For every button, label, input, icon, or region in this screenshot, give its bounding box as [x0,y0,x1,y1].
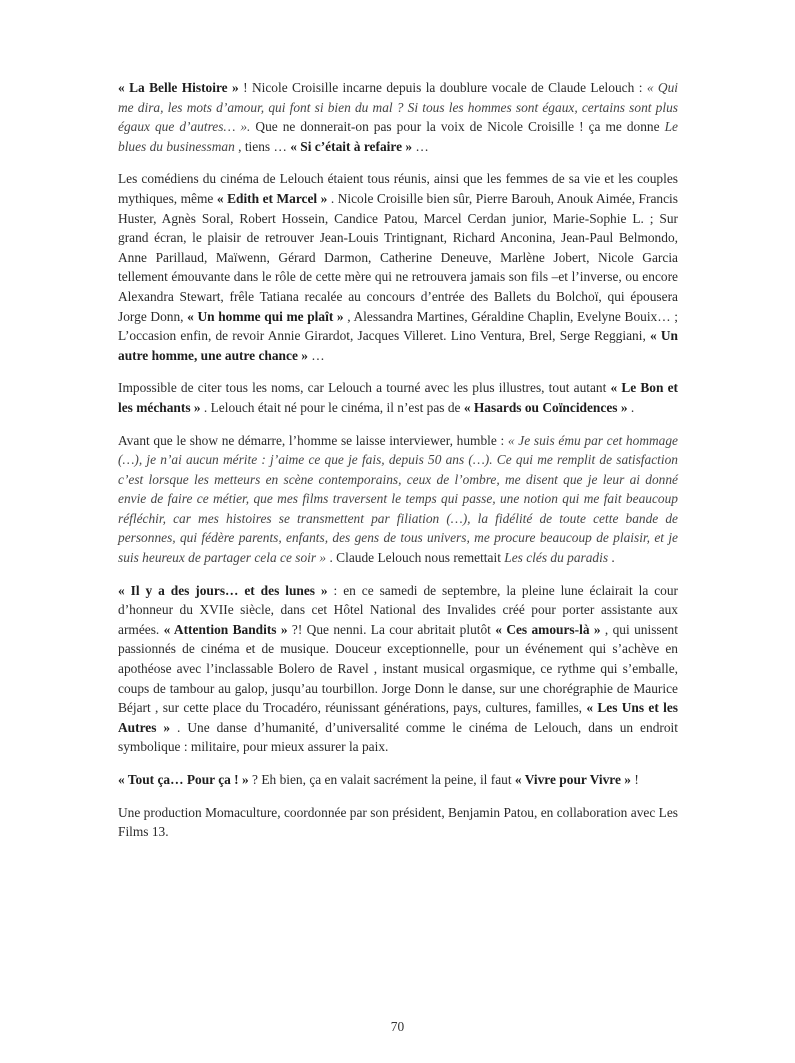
title-reference: « Attention Bandits » [163,621,288,637]
title-reference: « Les Uns et les Autres » [118,700,679,735]
title-reference: « Vivre pour Vivre » [514,772,631,787]
title-reference: « Un autre homme, une autre chance » [118,328,678,363]
body-text: . Une danse d’humanité, d’universalité comme le cinéma de Lelouch, dans un endroit symbolique : militaire, pour mieux assurer la paix. [118,719,678,755]
paragraph [118,78,678,156]
body-text: . Claude Lelouch nous remettait [326,550,505,566]
body-text: . [608,550,615,566]
body-text: ! [630,772,639,787]
document-body [118,78,678,855]
body-text: Une production Momaculture, coordonnée par son président, Benjamin Patou, en collaboration avec Les Films 13. [118,804,678,840]
body-text: … [412,138,429,154]
paragraph [118,803,678,842]
paragraph [118,431,678,568]
title-reference: « Si c’était à refaire » [290,138,413,154]
body-text: , Alessandra Martines, Géraldine Chaplin, Evelyne Bouix… ; L’occasion enfin, de revoir Annie Girardot, Jacques Villeret. Lino Ventura, Brel, Serge Reggiani, [118,308,678,344]
quote-text: Les clés du paradis [504,550,609,566]
title-reference: « Un homme qui me plaît » [187,308,344,324]
body-text: ! Nicole Croisille incarne depuis la doublure vocale de Claude Lelouch : [238,80,647,95]
paragraph [118,770,678,790]
body-text: Impossible de citer tous les noms, car Lelouch a tourné avec les plus illustres, tout autant [118,380,611,396]
page-number: 70 [390,1019,405,1034]
paragraph [118,581,678,757]
title-reference: « La Belle Histoire » [118,80,239,95]
title-reference: « Hasards ou Coïncidences » [463,399,628,415]
body-text: , qui unissent passionnés de cinéma et de musique. Douceur exceptionnelle, pour un événement qui s’achève en apothéose avec l’inclassable Bolero de Ravel , instant musical orgasmique, ce rythme qui s’emballe, coups de tambour au galop, jusqu’au tourbillon. Jorge Donn le danse, sur une chorégraphie de Maurice Béjart , sur cette place du Trocadéro, réunissant générations, pays, cultures, familles, [118,621,678,716]
title-reference: « Ces amours-là » [495,621,601,637]
body-text: Que ne donnerait-on pas pour la voix de Nicole Croisille ! ça me donne [250,119,665,135]
quote-text: Le blues du businessman [118,119,678,154]
body-text: : en ce samedi de septembre, la pleine lune éclairait la cour d’honneur du XVIIe siècle, dans cet Hôtel National des Invalides créé pour porter assistante aux armées. [118,582,678,637]
title-reference: « Il y a des jours… et des lunes » [118,582,328,598]
title-reference: « Tout ça… Pour ça ! » [118,772,249,787]
body-text: Avant que le show ne démarre, l’homme se laisse interviewer, humble : [118,432,508,448]
title-reference: « Edith et Marcel » [216,190,328,206]
quote-text: « Je suis ému par cet hommage (…), je n’ai aucun mérite : j’aime ce que je fais, depuis 50 ans (…). Ce qui me remplit de satisfaction c’est lorsque les metteurs en scène contemporains, ceux de l’ombre, me disent que je leur ai donné envie de faire ce métier, que mes films traversent le temps qui passe, une notion qui me fait beaucoup réfléchir, car mes histoires se transmettent par filiation (…), la fidélité de toute cette bande de personnes, qui fédère parents, enfants, des gens de tous univers, me procure beaucoup de plaisir, et je suis heureux de partager cela ce soir » [118,432,679,566]
paragraph [118,378,678,417]
body-text: Les comédiens du cinéma de Lelouch étaient tous réunis, ainsi que les femmes de sa vie et les couples mythiques, même [118,171,678,206]
body-text: . [627,399,635,415]
body-text: , tiens … [234,138,291,154]
quote-text: « Qui me dira, les mots d’amour, qui font si bien du mal ? Si tous les hommes sont égaux, certains sont plus égaux que d’autres… ». [118,80,678,135]
body-text: . Nicole Croisille bien sûr, Pierre Barouh, Anouk Aimée, Francis Huster, Agnès Soral, Robert Hossein, Candice Patou, Marcel Cerdan junior, Marie-Sophie L. ; Sur grand écran, le plaisir de retrouver Jean-Louis Trintignant, Richard Anconina, Jean-Paul Belmondo, Anne Parillaud, Maïwenn, Gérard Darmon, Catherine Deneuve, Marlène Jobert, Nicole Garcia tellement émouvante dans le rôle de cette mère qui ne retrouvera jamais son fils –et l’inverse, ou encore Alexandra Stewart, frêle Tatiana recalée au concours d’entrée des Ballets du Bolchoï, qui épousera Jorge Donn, [118,190,678,324]
body-text: … [307,347,325,363]
title-reference: « Le Bon et les méchants » [118,380,678,415]
paragraph [118,169,678,365]
body-text: ?! Que nenni. La cour abritait plutôt [287,621,496,637]
body-text: ? Eh bien, ça en valait sacrément la peine, il faut [248,772,515,787]
body-text: . Lelouch était né pour le cinéma, il n’est pas de [200,399,464,415]
